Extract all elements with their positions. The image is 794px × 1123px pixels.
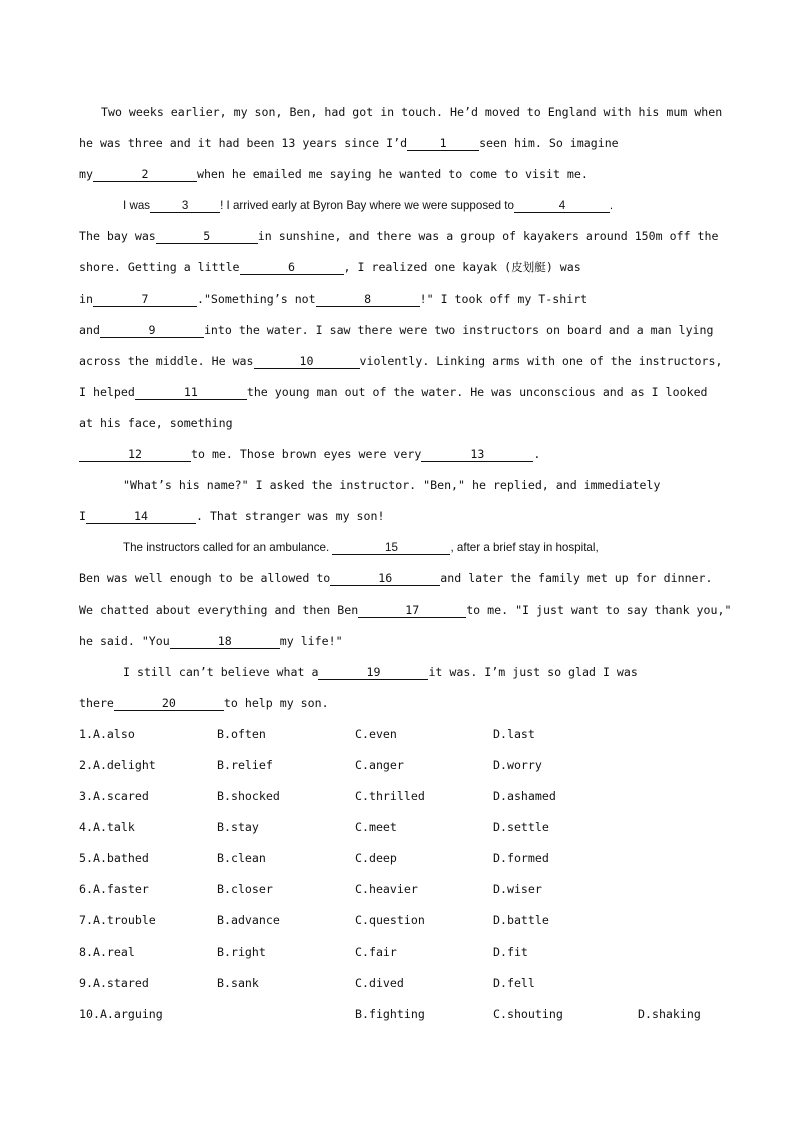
- passage-line: [79, 563, 719, 594]
- passage-line: [79, 128, 719, 159]
- option-d: D.settle: [493, 820, 549, 835]
- option-c: C.deep: [355, 851, 397, 866]
- option-a: 6.A.faster: [79, 882, 149, 897]
- passage-line: [79, 657, 719, 688]
- passage-text: to me. "I just want to say thank you,": [466, 602, 732, 617]
- passage-text: my: [79, 167, 93, 182]
- blank-15: 15: [332, 541, 450, 555]
- option-a: 1.A.also: [79, 726, 135, 741]
- blank-17: 17: [358, 604, 466, 618]
- option-b: B.relief: [217, 757, 273, 772]
- question-options: [79, 719, 719, 750]
- question-options: [79, 812, 719, 843]
- blank-2: 2: [93, 168, 197, 182]
- passage-line: [79, 252, 719, 283]
- passage-text: , after a brief stay in hospital,: [450, 541, 599, 555]
- passage-text: in: [79, 291, 93, 306]
- passage-text: The bay was: [79, 229, 156, 244]
- blank-12: 12: [79, 448, 191, 462]
- blank-6: 6: [240, 261, 344, 275]
- option-d: D.worry: [493, 757, 542, 772]
- question-options: [79, 781, 719, 812]
- passage-line: [79, 626, 719, 657]
- question-options: [79, 905, 719, 936]
- option-a: 8.A.real: [79, 944, 135, 959]
- passage-text: at his face, something: [79, 415, 233, 430]
- passage-line: [79, 408, 719, 439]
- passage-text: and later the family met up for dinner.: [440, 571, 713, 586]
- passage-text: to help my son.: [223, 695, 329, 710]
- passage-text: in sunshine, and there was a group of kayakers around 150m off the: [257, 229, 719, 244]
- passage-line: [79, 595, 732, 626]
- blank-3: 3: [150, 199, 220, 213]
- passage-text: I was: [123, 199, 151, 213]
- option-c: C.dived: [355, 975, 404, 990]
- passage-text: I: [79, 509, 86, 524]
- question-options: [79, 843, 719, 874]
- option-d: D.battle: [493, 913, 549, 928]
- passage-text: Two weeks earlier, my son, Ben, had got in touch. He’d moved to England with his mum when: [101, 105, 723, 119]
- blank-5: 5: [156, 230, 258, 244]
- blank-10: 10: [254, 355, 360, 369]
- passage-text: the young man out of the water. He was unconscious and as I looked: [246, 384, 708, 399]
- passage-line: [79, 346, 723, 377]
- blank-20: 20: [114, 697, 224, 711]
- passage-line: [79, 377, 719, 408]
- passage-line: [79, 688, 719, 719]
- passage-text: violently. Linking arms with one of the instructors,: [359, 353, 723, 368]
- option-c: C.thrilled: [355, 789, 425, 804]
- passage-text: , I realized one kayak (皮划艇) was: [343, 260, 581, 275]
- passage-text: "What’s his name?" I asked the instructor. "Ben," he replied, and immediately: [123, 478, 661, 493]
- option-a: 10.A.arguing: [79, 1006, 163, 1021]
- passage-text: he said. "You: [79, 633, 170, 648]
- passage-text: I still can’t believe what a: [123, 664, 319, 679]
- option-d: D.last: [493, 726, 535, 741]
- option-b: B.shocked: [217, 789, 280, 804]
- passage-text: The instructors called for an ambulance.: [123, 541, 330, 555]
- passage-text: I helped: [79, 384, 135, 399]
- blank-13: 13: [421, 448, 533, 462]
- passage-line: [79, 501, 719, 532]
- passage-text: .: [609, 199, 614, 213]
- blank-11: 11: [135, 386, 247, 400]
- option-b: B.advance: [217, 913, 280, 928]
- passage-text: and: [79, 322, 100, 337]
- blank-18: 18: [170, 635, 280, 649]
- option-b: B.often: [217, 726, 266, 741]
- passage-line: [79, 221, 719, 252]
- blank-16: 16: [330, 572, 440, 586]
- passage-text: ."Something’s not: [196, 291, 316, 306]
- option-d: D.wiser: [493, 882, 542, 897]
- blank-8: 8: [316, 293, 420, 307]
- passage-line: [79, 315, 719, 346]
- option-c: C.question: [355, 913, 425, 928]
- passage-text: seen him. So imagine: [479, 136, 619, 151]
- blank-9: 9: [100, 324, 204, 338]
- question-options: [79, 750, 719, 781]
- blank-7: 7: [93, 293, 197, 307]
- passage-text: into the water. I saw there were two instructors on board and a man lying: [203, 322, 714, 337]
- option-d: D.shaking: [638, 1006, 701, 1021]
- option-c: C.shouting: [493, 1006, 563, 1021]
- document-body: [79, 97, 732, 1030]
- option-b: B.sank: [217, 975, 259, 990]
- blank-14: 14: [86, 510, 196, 524]
- option-c: C.fair: [355, 944, 397, 959]
- passage-text: when he emailed me saying he wanted to come to visit me.: [196, 167, 588, 182]
- question-options: [79, 999, 719, 1030]
- passage-line: [79, 439, 719, 470]
- options-list: [79, 719, 719, 1030]
- option-b: B.right: [217, 944, 266, 959]
- passage-text: .: [533, 447, 541, 462]
- passage-text: . That stranger was my son!: [195, 509, 385, 524]
- blank-1: 1: [407, 137, 479, 151]
- option-c: C.anger: [355, 757, 404, 772]
- option-b: B.fighting: [355, 1006, 425, 1021]
- question-options: [79, 874, 719, 905]
- option-d: D.ashamed: [493, 789, 556, 804]
- option-a: 3.A.scared: [79, 789, 149, 804]
- passage-text: across the middle. He was: [79, 353, 254, 368]
- passage-text: Ben was well enough to be allowed to: [79, 571, 331, 586]
- option-c: C.heavier: [355, 882, 418, 897]
- passage-text: there: [79, 695, 114, 710]
- option-b: B.clean: [217, 851, 266, 866]
- passage-text: !" I took off my T-shirt: [419, 291, 588, 306]
- passage-line: [79, 159, 719, 190]
- passage-text: to me. Those brown eyes were very: [191, 447, 422, 462]
- option-a: 9.A.stared: [79, 975, 149, 990]
- option-a: 5.A.bathed: [79, 851, 149, 866]
- question-options: [79, 937, 719, 968]
- passage-text: ! I arrived early at Byron Bay where we were supposed to: [220, 199, 514, 213]
- passage-text: he was three and it had been 13 years since I’d: [79, 136, 408, 151]
- blank-19: 19: [318, 666, 428, 680]
- question-options: [79, 968, 719, 999]
- passage-text: We chatted about everything and then Ben: [79, 602, 359, 617]
- blank-4: 4: [514, 199, 610, 213]
- passage-text: shore. Getting a little: [79, 260, 240, 275]
- option-d: D.formed: [493, 851, 549, 866]
- passage-line: [79, 470, 719, 501]
- option-c: C.even: [355, 726, 397, 741]
- option-b: B.stay: [217, 820, 259, 835]
- option-d: D.fit: [493, 944, 528, 959]
- passage-text: it was. I’m just so glad I was: [428, 664, 638, 679]
- passage-text: my life!": [279, 633, 343, 648]
- option-d: D.fell: [493, 975, 535, 990]
- option-a: 2.A.delight: [79, 757, 156, 772]
- passage-line: [79, 284, 719, 315]
- passage-line: [79, 190, 719, 221]
- option-a: 7.A.trouble: [79, 913, 156, 928]
- passage-line: [79, 97, 723, 128]
- option-a: 4.A.talk: [79, 820, 135, 835]
- passage-line: [79, 532, 719, 563]
- option-b: B.closer: [217, 882, 273, 897]
- option-c: C.meet: [355, 820, 397, 835]
